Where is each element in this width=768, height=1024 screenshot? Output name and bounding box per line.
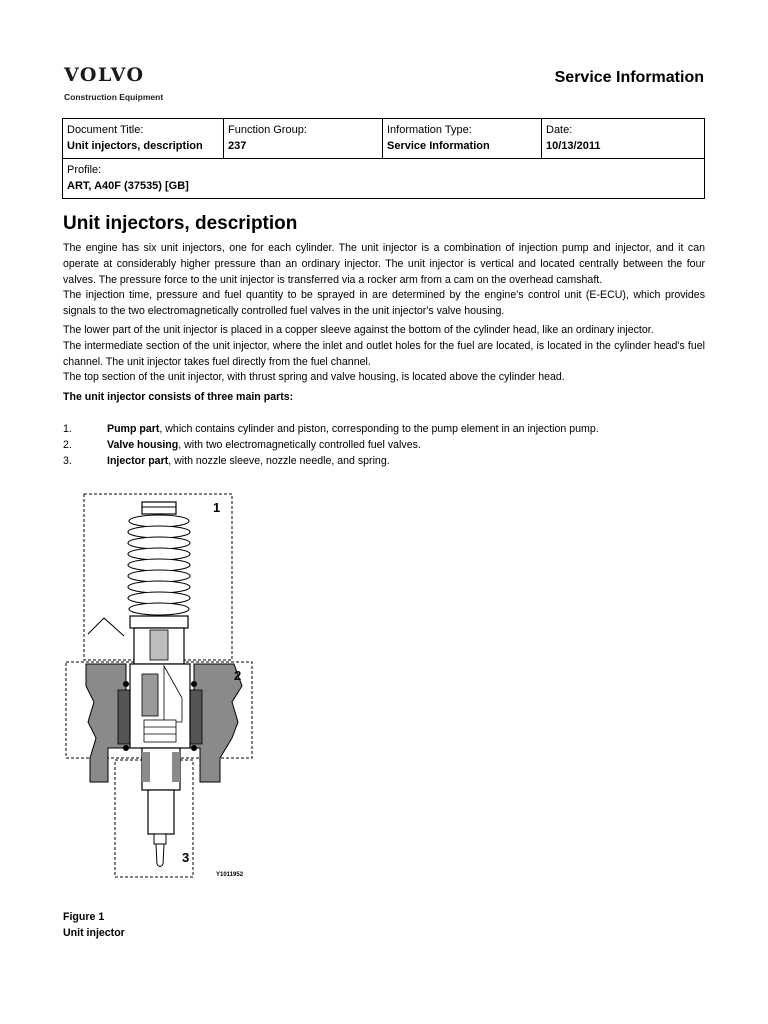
document-title-label: Document Title: bbox=[67, 124, 144, 136]
paragraph-control-unit: The injection time, pressure and fuel quantity to be sprayed in are determined by the engine's control unit (E-ECU), which provides signals to the two electromagnetically controlled fuel valves in the unit injector's valve housing. bbox=[63, 289, 705, 318]
thrust-spring bbox=[128, 515, 190, 615]
parts-heading: The unit injector consists of three main parts: bbox=[63, 391, 294, 403]
list-item-number: 2. bbox=[63, 439, 72, 451]
callout-1: 1 bbox=[213, 500, 221, 515]
list-item-description: , with two electromagnetically controlled fuel valves. bbox=[178, 439, 421, 451]
document-title-value: Unit injectors, description bbox=[67, 140, 203, 152]
rocker-arm bbox=[88, 618, 124, 636]
information-type-value: Service Information bbox=[387, 140, 490, 152]
figure-title: Unit injector bbox=[63, 927, 125, 939]
figure-code: Y1011952 bbox=[216, 872, 244, 878]
list-item-number: 3. bbox=[63, 455, 72, 467]
fuel-valve-left bbox=[142, 674, 158, 716]
paragraph-lower-part: The lower part of the unit injector is placed in a copper sleeve against the bottom of the cylinder head, like an ordinary injector. bbox=[63, 324, 654, 336]
function-group-value: 237 bbox=[228, 140, 247, 152]
date-value: 10/13/2011 bbox=[546, 140, 601, 152]
profile-label: Profile: bbox=[67, 164, 102, 176]
list-item bbox=[63, 421, 705, 437]
paragraph-intermediate-section: The intermediate section of the unit injector, where the inlet and outlet holes for the fuel are located, is located in the cylinder head's fuel channel. The unit injector takes fuel directly from the fuel channel. bbox=[63, 339, 705, 368]
fuel-valve-block bbox=[144, 720, 176, 742]
fuel-channel-left bbox=[118, 690, 130, 744]
volvo-logo: VOLVO bbox=[64, 64, 145, 86]
placement-text bbox=[63, 323, 705, 386]
list-item-number: 1. bbox=[63, 423, 72, 435]
document-type-heading: Service Information bbox=[554, 69, 704, 86]
spring-seat bbox=[130, 616, 188, 628]
list-item bbox=[63, 453, 705, 469]
list-item-description: , which contains cylinder and piston, corresponding to the pump element in an injection pump. bbox=[159, 423, 599, 435]
function-group-label: Function Group: bbox=[228, 124, 307, 136]
date-label: Date: bbox=[546, 124, 573, 136]
profile-value: ART, A40F (37535) [GB] bbox=[67, 180, 189, 192]
document-title-cell bbox=[63, 119, 224, 159]
nozzle-needle bbox=[156, 844, 164, 867]
function-group-cell bbox=[224, 119, 383, 159]
intro-text bbox=[63, 241, 705, 320]
list-item bbox=[63, 437, 705, 453]
unit-injector-figure bbox=[60, 490, 260, 885]
thrust-cap bbox=[142, 502, 176, 514]
nozzle-sleeve bbox=[148, 790, 174, 834]
paragraph-top-section: The top section of the unit injector, with thrust spring and valve housing, is located above the cylinder head. bbox=[63, 371, 565, 384]
document-metadata-table bbox=[62, 118, 705, 199]
list-item-term: Pump part bbox=[107, 423, 160, 435]
information-type-label: Information Type: bbox=[387, 124, 472, 136]
pump-piston bbox=[150, 630, 168, 660]
paragraph-overview: The engine has six unit injectors, one for each cylinder. The unit injector is a combination of injection pump and injector, and it can operate at considerably higher pressure than an ordinary injector. The unit injector is vertical and located centrally between the four valves. The pressure force to the unit injector is transferred via a rocker arm from a cam on the overhead camshaft. bbox=[63, 242, 705, 286]
figure-caption bbox=[63, 909, 125, 941]
information-type-cell bbox=[383, 119, 542, 159]
list-item-term: Injector part bbox=[107, 455, 169, 467]
date-cell bbox=[542, 119, 705, 159]
page-title: Unit injectors, description bbox=[63, 213, 298, 234]
callout-3: 3 bbox=[182, 850, 190, 865]
list-item-description: , with nozzle sleeve, nozzle needle, and spring. bbox=[168, 455, 390, 467]
unit-injector-illustration bbox=[60, 490, 260, 885]
figure-number: Figure 1 bbox=[63, 911, 105, 923]
fuel-channel-right bbox=[190, 690, 202, 744]
parts-list bbox=[63, 421, 705, 469]
list-item-term: Valve housing bbox=[107, 439, 179, 451]
logo-subtitle: Construction Equipment bbox=[64, 92, 164, 102]
profile-cell bbox=[63, 159, 705, 199]
callout-2: 2 bbox=[234, 668, 242, 683]
